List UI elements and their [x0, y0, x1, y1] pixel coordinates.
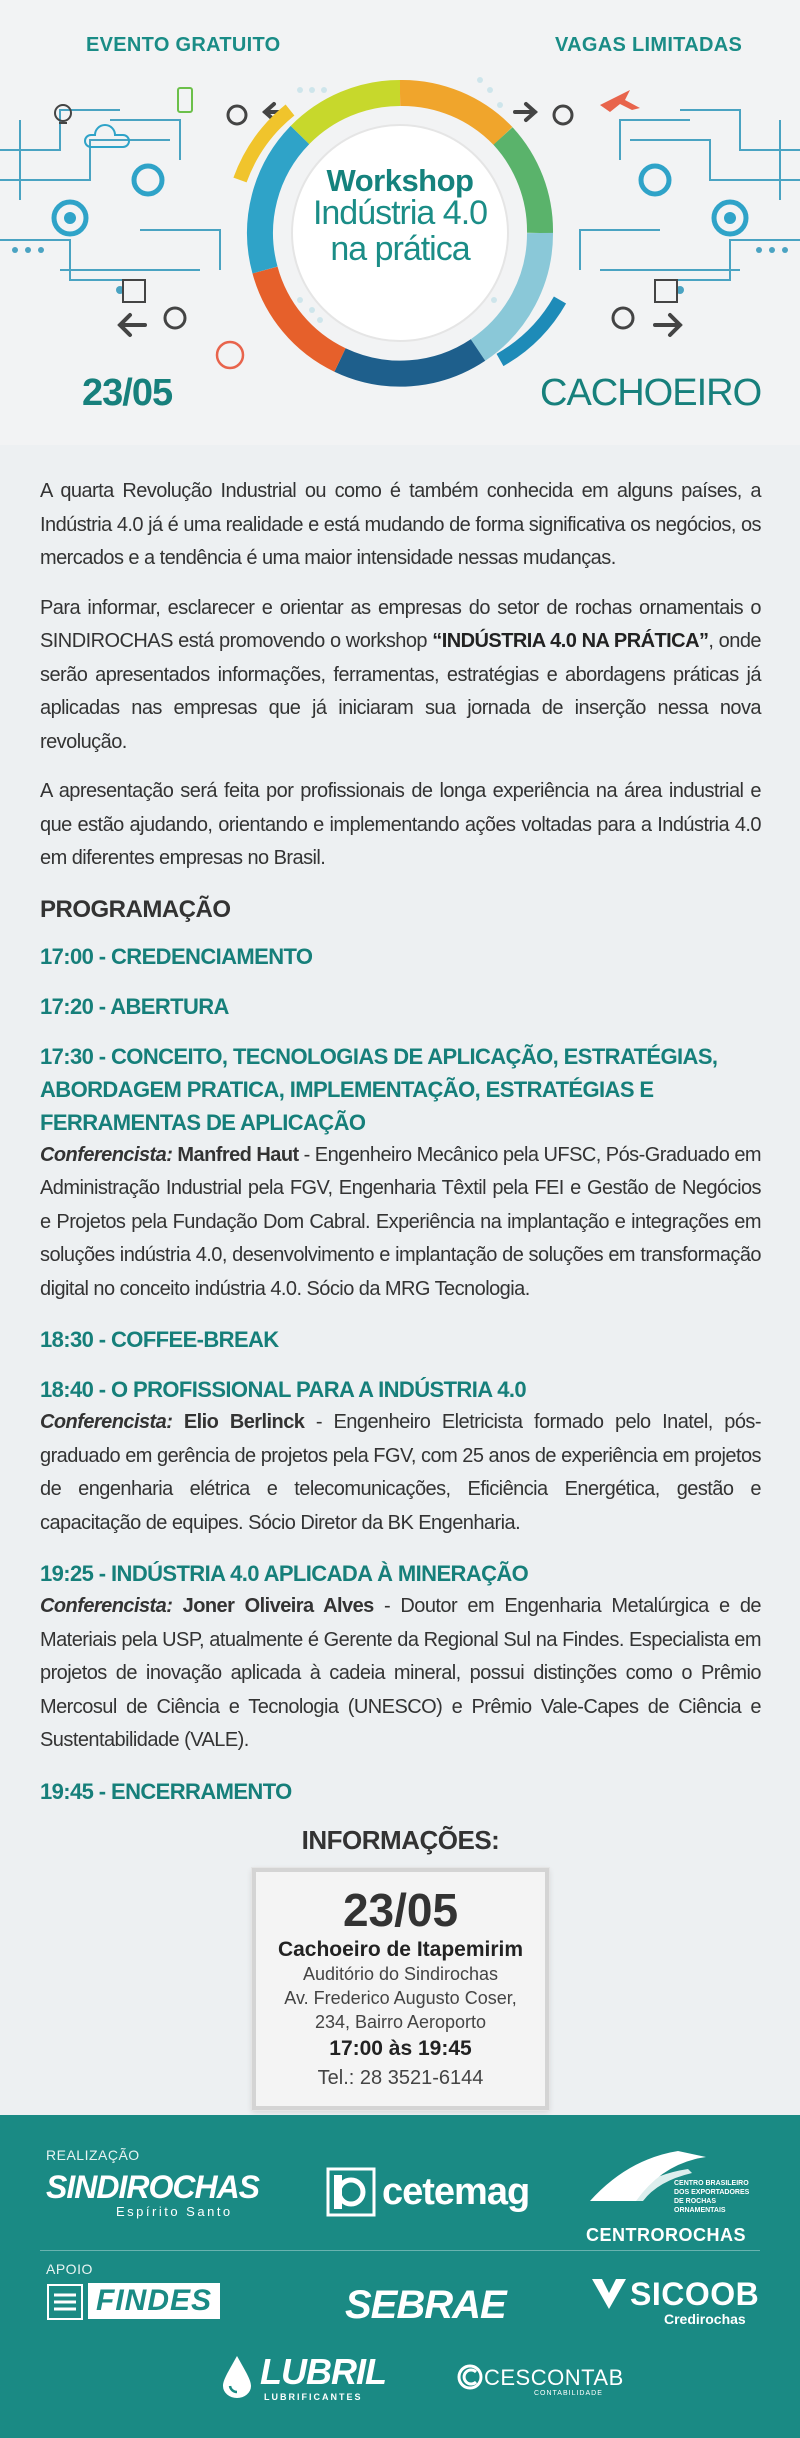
- schedule-item: [40, 940, 761, 973]
- schedule-item: [40, 1323, 761, 1356]
- event-date: 23/05: [82, 372, 173, 414]
- speaker-name: Joner Oliveira Alves: [182, 1595, 374, 1617]
- info-box: [252, 1868, 549, 2110]
- findes-icon: [46, 2283, 84, 2321]
- schedule-title: 18:30 - COFFEE-BREAK: [40, 1327, 279, 1352]
- info-venue: Auditório do Sindirochas: [302, 1963, 499, 1984]
- sebrae-logo: SEBRAE: [345, 2283, 506, 2327]
- workshop-label: Workshop: [326, 163, 474, 198]
- schedule-item: [40, 1040, 761, 1307]
- schedule-item: [40, 1373, 761, 1540]
- speaker-bio: Conferencista: Joner Oliveira Alves - Doutor em Engenharia Metalúrgica e de Materiais pela USP, atualmente é Gerente da Regional Sul na Findes. Especialista em projetos de inovação aplicada à cadeia mineral, possui distinções como o Prêmio Mercosul de Ciência e Tecnologia (UNESCO) e Prêmio Vale-Capes de Ciência e Sustentabilidade (VALE).: [40, 1595, 761, 1751]
- sindirochas-logo: SINDIROCHAS Espírito Santo: [46, 2169, 260, 2219]
- schedule-title: 17:30 - CONCEITO, TECNOLOGIAS DE APLICAÇÃO, ESTRATÉGIAS, ABORDAGEM PRATICA, IMPLEMENTAÇÃO, ESTRATÉGIAS E FERRAMENTAS DE APLICAÇÃO: [40, 1043, 718, 1135]
- intro-paragraph-2: Para informar, esclarecer e orientar as empresas do setor de rochas ornamentais o SINDIROCHAS está promovendo o workshop “INDÚSTRIA 4.0 NA PRÁTICA”, onde serão apresentados informações, ferramentas, estratégias e abordagens práticas já aplicadas nas empresas que já iniciaram sua jornada de inserção nessa nova revolução.: [40, 596, 761, 753]
- info-date: 23/05: [342, 1883, 459, 1936]
- limited-spots-tag: VAGAS LIMITADAS: [555, 34, 743, 56]
- info-city: Cachoeiro de Itapemirim: [277, 1937, 524, 1961]
- lubril-drop-icon: [220, 2354, 254, 2398]
- speaker-bio: Conferencista: Manfred Haut - Engenheiro Mecânico pela UFSC, Pós-Graduado em Administração Industrial pela FGV, Engenharia Têxtil pela FEI e Gestão de Negócios e Projetos pela Fundação Dom Cabral. Experiência na implantação e integrações em soluções indústria 4.0, desenvolvimento e implantação de soluções em transformação digital no conceito indústria 4.0. Sócio da MRG Tecnologia.: [40, 1143, 761, 1300]
- schedule-title: 17:00 - CREDENCIAMENTO: [40, 943, 313, 969]
- schedule-title: 19:25 - INDÚSTRIA 4.0 APLICADA À MINERAÇÃO: [40, 1561, 529, 1586]
- sponsors-footer: REALIZAÇÃO SINDIROCHAS Espírito Santo cetemag CENTRO BRASILEIRO DOS EXPORTADORES DE ROCHAS ORNAMENTAIS CENTROROCHAS APOIO FINDES SEBRAE SICOOB Credirochas LUBRIL LUBRIFICANTES CESCONTAB CONTABILIDADE: [0, 2115, 800, 2438]
- event-city: CACHOEIRO: [540, 372, 762, 414]
- intro-paragraph-1: A quarta Revolução Industrial ou como é também conhecida em alguns países, a Indústria 4.0 já é uma realidade e está mudando de forma significativa os negócios, os mercados e a tendência é uma maior intensidade nessas mudanças.: [40, 480, 761, 569]
- apoio-label: APOIO: [46, 2261, 93, 2277]
- schedule-item: [40, 1557, 761, 1758]
- info-time: 17:00 às 19:45: [329, 2036, 472, 2060]
- speaker-bio: Conferencista: Elio Berlinck - Engenheiro Eletricista formado pelo Inatel, pós-graduado em gerência de projetos pela FGV, com 25 anos de experiência em projetos de engenharia elétrica e telecomunicações, Eficiência Energética, gestão e capacitação de equipes. Sócio Diretor da BK Engenharia.: [40, 1411, 761, 1534]
- schedule-item: [40, 990, 761, 1023]
- program-title: PROGRAMAÇÃO: [40, 895, 231, 923]
- title-line-2: na prática: [330, 229, 470, 268]
- cetemag-icon: [326, 2167, 376, 2217]
- speaker-name: Manfred Haut: [177, 1143, 299, 1166]
- sicoob-icon: [592, 2279, 626, 2311]
- info-phone: Tel.: 28 3521-6144: [317, 2066, 484, 2089]
- schedule-title: 17:20 - ABERTURA: [40, 993, 229, 1019]
- header-banner: [0, 0, 800, 445]
- title-line-1: Indústria 4.0: [312, 194, 488, 232]
- cescontab-icon: [456, 2363, 484, 2391]
- speaker-name: Elio Berlinck: [183, 1411, 305, 1433]
- info-number: 234, Bairro Aeroporto: [314, 2011, 487, 2032]
- info-heading: INFORMAÇÕES:: [301, 1824, 500, 1855]
- intro-paragraph-3: A apresentação será feita por profissionais de longa experiência na área industrial e que estão ajudando, orientando e implementando ações voltadas para a Indústria 4.0 em diferentes empresas no Brasil.: [40, 780, 761, 869]
- info-street: Av. Frederico Augusto Coser,: [284, 1987, 517, 2008]
- schedule-title: 18:40 - O PROFISSIONAL PARA A INDÚSTRIA 4.0: [40, 1377, 526, 1402]
- realizacao-label: REALIZAÇÃO: [46, 2147, 140, 2163]
- schedule-item: [40, 1775, 761, 1808]
- free-event-tag: EVENTO GRATUITO: [86, 34, 281, 56]
- schedule-title: 19:45 - ENCERRAMENTO: [40, 1778, 292, 1804]
- workshop-title: [290, 165, 510, 267]
- main-content: [0, 445, 800, 2110]
- footer-divider: [40, 2250, 760, 2251]
- workshop-name-bold: “INDÚSTRIA 4.0 NA PRÁTICA”: [432, 630, 709, 652]
